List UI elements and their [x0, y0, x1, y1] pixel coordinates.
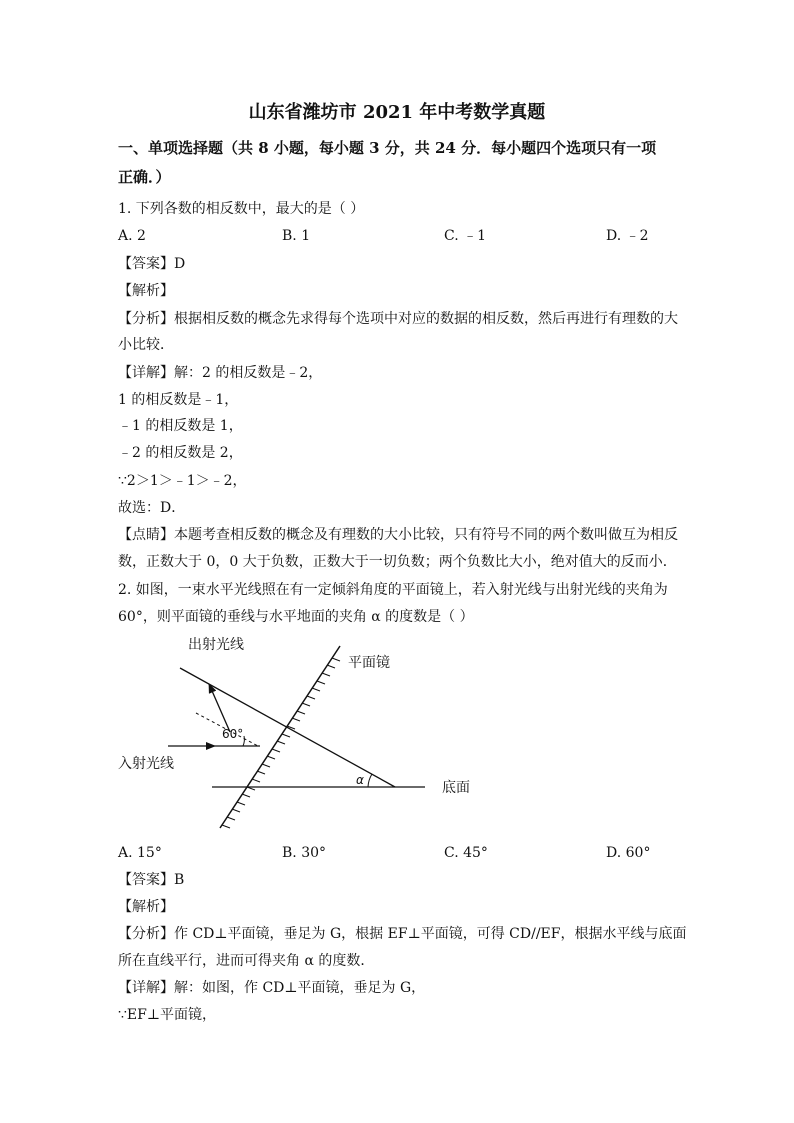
- q1-detail-line3: ﹣1 的相反数是 1，: [118, 418, 243, 434]
- q1-detail-line4: ﹣2 的相反数是 2，: [118, 445, 243, 461]
- q1-answer: 【答案】D: [118, 256, 186, 272]
- q1-comment-line2: 数，正数大于 0，0 大于负数，正数大于一切负数；两个负数比大小，绝对值大的反而小．: [118, 554, 677, 570]
- q2-option-d: D. 60°: [606, 845, 651, 861]
- label-angle-60: 60°: [222, 727, 244, 741]
- q2-analysis-header: 【解析】: [118, 899, 174, 915]
- mirror-hatching: [222, 658, 340, 828]
- label-alpha: α: [356, 773, 364, 787]
- label-mirror: 平面镜: [348, 655, 390, 671]
- q2-option-a: A. 15°: [118, 845, 162, 861]
- q1-detail-line1: 【详解】解：2 的相反数是﹣2，: [118, 365, 323, 381]
- q1-detail-line6: 故选：D．: [118, 500, 186, 516]
- q1-option-b: B. 1: [282, 228, 311, 244]
- label-outgoing-ray: 出射光线: [188, 637, 244, 653]
- reflected-ray-line: [180, 668, 395, 787]
- section-heading-line1: 一、单项选择题（共 8 小题，每小题 3 分，共 24 分．每小题四个选项只有一项: [118, 139, 657, 157]
- q1-detail-line2: 1 的相反数是﹣1，: [118, 392, 239, 408]
- q1-analysis-header: 【解析】: [118, 283, 174, 299]
- q2-option-b: B. 30°: [282, 845, 327, 861]
- q1-option-a: A. 2: [118, 228, 146, 244]
- q1-comment-line1: 【点睛】本题考查相反数的概念及有理数的大小比较，只有符号不同的两个数叫做互为相反: [118, 527, 678, 543]
- q1-analysis-line1: 【分析】根据相反数的概念先求得每个选项中对应的数据的相反数，然后再进行有理数的大: [118, 311, 678, 327]
- q2-detail-line1: 【详解】解：如图，作 CD⊥平面镜，垂足为 G，: [118, 980, 426, 996]
- label-ground: 底面: [442, 780, 470, 796]
- q2-analysis-line2: 所在直线平行，进而可得夹角 α 的度数．: [118, 953, 375, 969]
- q1-stem: 1. 下列各数的相反数中，最大的是（ ）: [118, 201, 365, 217]
- page-title: 山东省潍坊市 2021 年中考数学真题: [248, 102, 546, 123]
- reflected-ray-arrow: [209, 684, 230, 732]
- label-incoming-ray: 入射光线: [118, 756, 174, 772]
- angle-alpha-arc: [368, 774, 372, 787]
- q2-analysis-line1: 【分析】作 CD⊥平面镜，垂足为 G，根据 EF⊥平面镜，可得 CD//EF，根据水平线与底面: [118, 926, 687, 942]
- q1-option-c: C. ﹣1: [444, 228, 487, 244]
- q2-stem-line1: 2. 如图，一束水平光线照在有一定倾斜角度的平面镜上，若入射光线与出射光线的夹角为: [118, 582, 668, 598]
- q1-analysis-line2: 小比较．: [118, 337, 174, 353]
- q2-figure: [110, 628, 490, 838]
- q2-detail-line2: ∵EF⊥平面镜，: [118, 1007, 217, 1023]
- q1-detail-line5: ∵2＞1＞﹣1＞﹣2，: [118, 473, 247, 489]
- section-heading-line2: 正确．）: [118, 168, 171, 186]
- q2-stem-line2: 60°，则平面镜的垂线与水平地面的夹角 α 的度数是（ ）: [118, 609, 474, 625]
- q2-answer: 【答案】B: [118, 872, 185, 888]
- q1-option-d: D. ﹣2: [606, 228, 649, 244]
- q2-option-c: C. 45°: [444, 845, 488, 861]
